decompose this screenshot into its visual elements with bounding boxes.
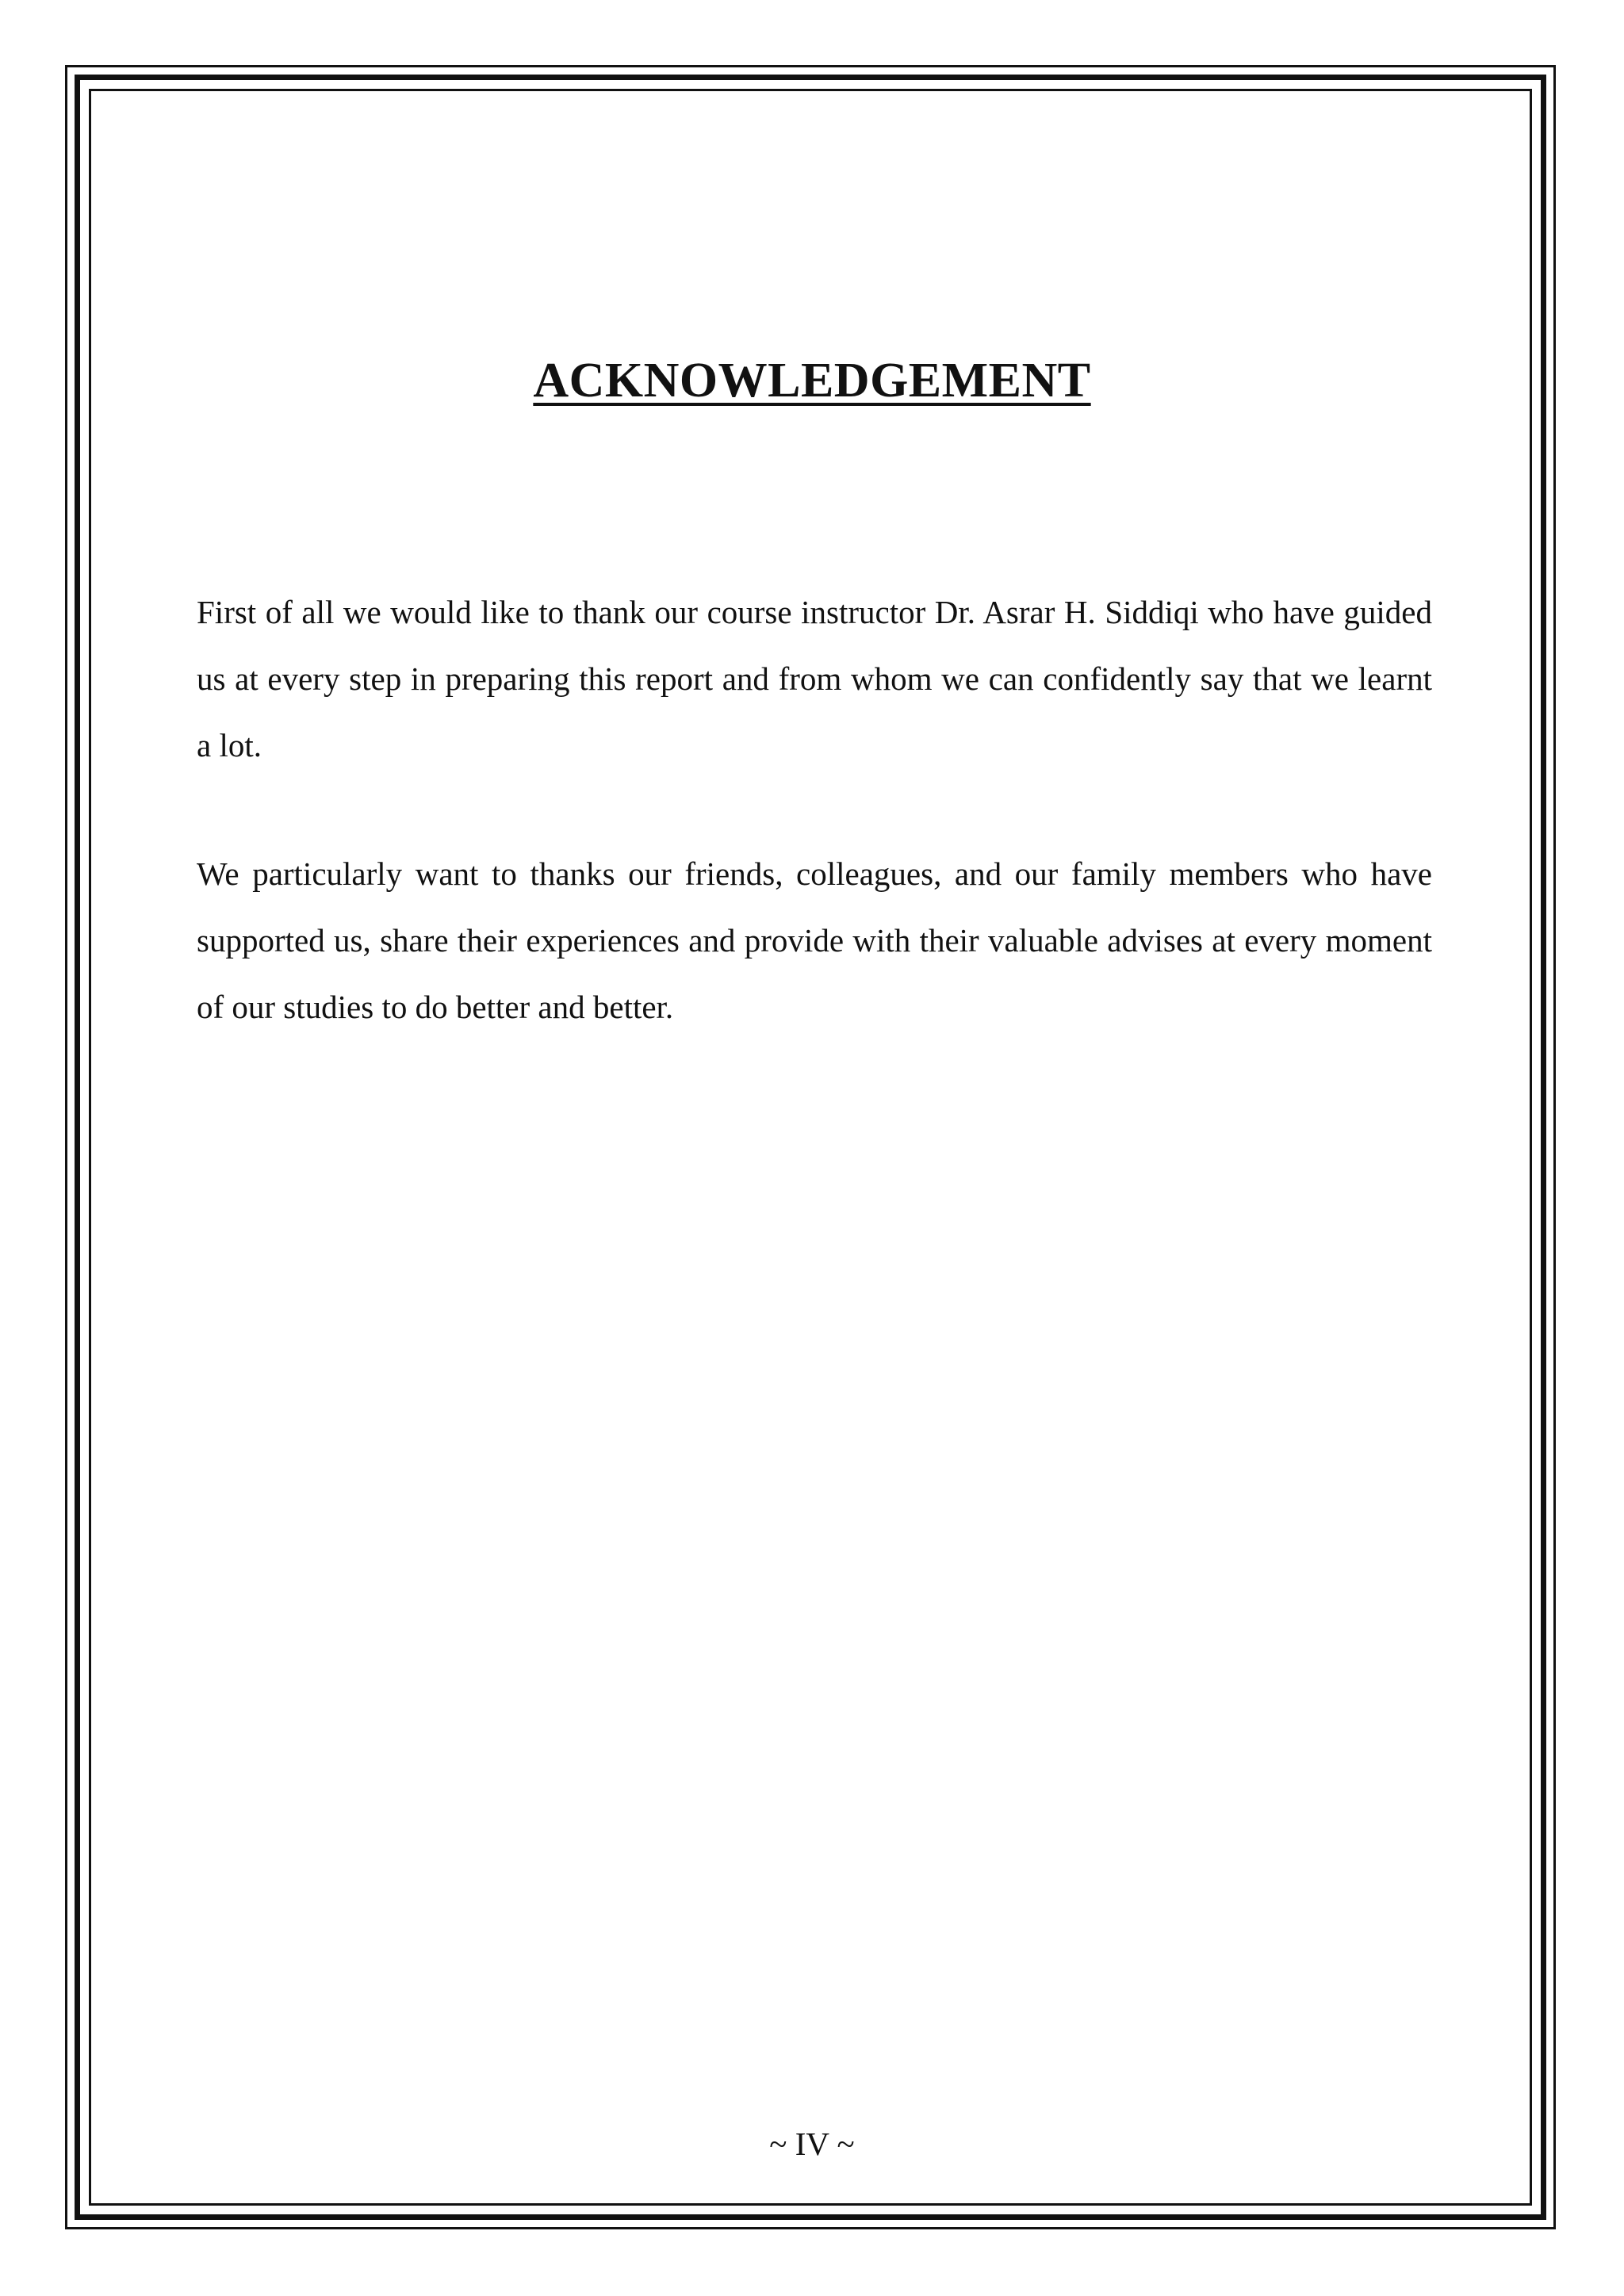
paragraph: First of all we would like to thank our course instructor Dr. Asrar H. Siddiqi who have guided us at every step in preparing this report and from whom we can confidently say that we learnt a lot. <box>197 594 1432 763</box>
page-title-text: ACKNOWLEDGEMENT <box>533 354 1091 408</box>
paragraph: We particularly want to thanks our friends, colleagues, and our family members who have supported us, share their experiences and provide with their valuable advises at every moment of our studies to do better and better. <box>197 855 1432 1025</box>
page-title <box>0 349 1624 412</box>
acknowledgement-body <box>197 579 1432 1102</box>
page-number: ~ IV ~ <box>769 2126 855 2162</box>
